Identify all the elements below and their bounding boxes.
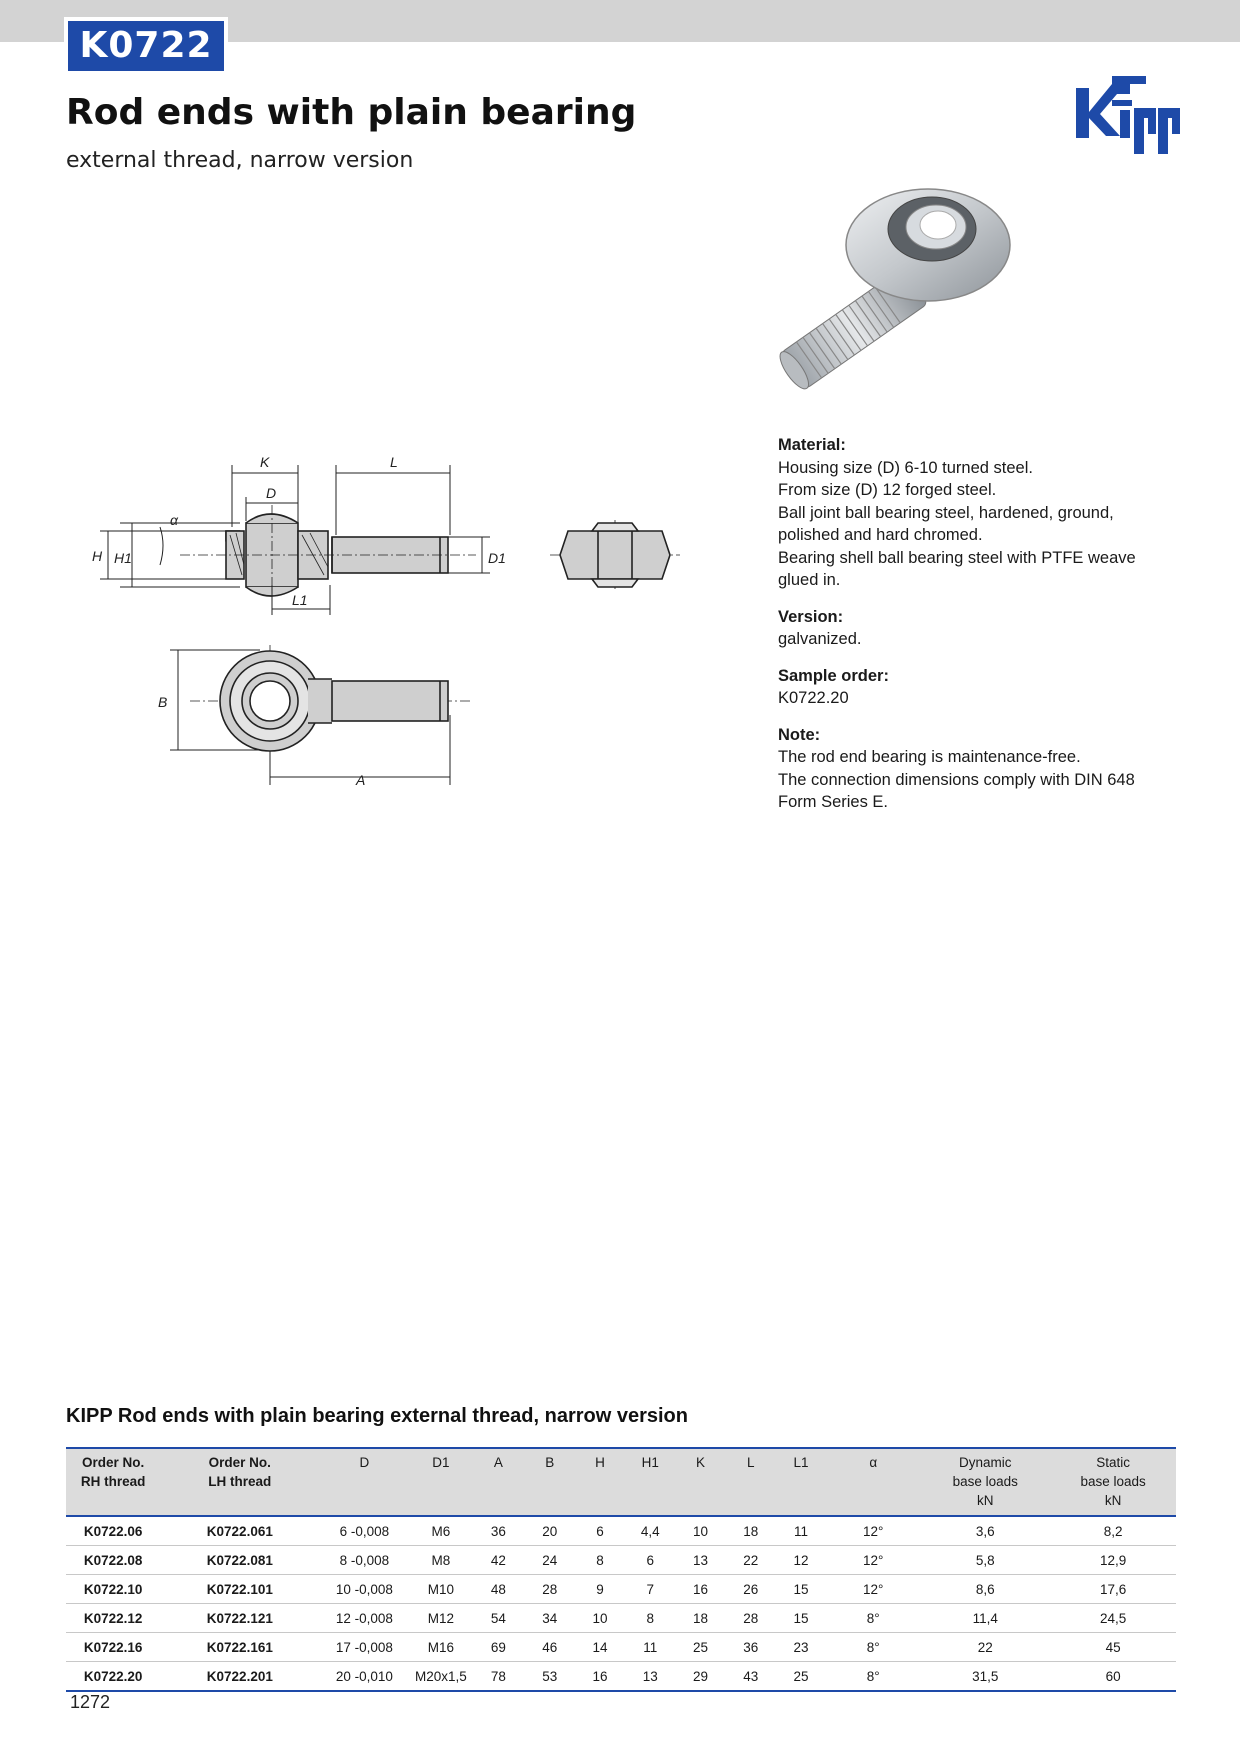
table-cell: 28: [525, 1575, 575, 1604]
column-header: [920, 1448, 1050, 1516]
column-header-line: kN: [977, 1493, 994, 1508]
kipp-logo: [1072, 74, 1188, 158]
dim-label-h1: H1: [114, 550, 132, 566]
note-section: [778, 724, 1168, 814]
table-cell: 12 -0,008: [319, 1604, 409, 1633]
table-cell: 12,9: [1050, 1546, 1176, 1575]
version-heading: Version:: [778, 607, 844, 626]
column-header-line: base loads: [1080, 1474, 1146, 1489]
column-header-line: Order No.: [81, 1455, 145, 1470]
table-cell: 69: [472, 1633, 524, 1662]
table-cell: K0722.16: [66, 1633, 160, 1662]
product-photo: [770, 185, 1030, 400]
table-cell: 53: [525, 1662, 575, 1692]
table-cell: 11,4: [920, 1604, 1050, 1633]
page-title: Rod ends with plain bearing: [66, 92, 637, 133]
column-header-line: LH thread: [208, 1474, 272, 1489]
table-cell: K0722.101: [160, 1575, 319, 1604]
table-cell: 24,5: [1050, 1604, 1176, 1633]
table-cell: K0722.20: [66, 1662, 160, 1692]
column-header: [66, 1448, 160, 1516]
note-heading: Note:: [778, 725, 821, 744]
material-line: From size (D) 12 forged steel.: [778, 481, 997, 499]
table-cell: 36: [472, 1516, 524, 1546]
table-cell: 10: [575, 1604, 625, 1633]
table-cell: 20: [525, 1516, 575, 1546]
page-number: 1272: [70, 1692, 111, 1712]
column-header: [160, 1448, 319, 1516]
table-cell: 25: [675, 1633, 725, 1662]
column-header: [575, 1448, 625, 1516]
column-header: [319, 1448, 409, 1516]
table-cell: K0722.161: [160, 1633, 319, 1662]
column-header-line: L: [746, 1455, 755, 1470]
table-cell: 60: [1050, 1662, 1176, 1692]
table-header-row: [66, 1448, 1176, 1516]
table-cell: 12°: [826, 1516, 920, 1546]
product-code: K0722: [68, 21, 224, 71]
table-cell: K0722.201: [160, 1662, 319, 1692]
column-header: [675, 1448, 725, 1516]
column-header-line: L1: [793, 1455, 809, 1470]
dim-label-l: L: [390, 454, 398, 470]
column-header: [826, 1448, 920, 1516]
column-header-line: A: [493, 1455, 503, 1470]
column-header-line: B: [545, 1455, 555, 1470]
column-header-line: H1: [641, 1455, 659, 1470]
table-cell: 36: [726, 1633, 776, 1662]
table-cell: 24: [525, 1546, 575, 1575]
table-cell: 8°: [826, 1633, 920, 1662]
table-row: [66, 1604, 1176, 1633]
table-cell: K0722.06: [66, 1516, 160, 1546]
table-cell: 10: [675, 1516, 725, 1546]
product-code-box: [64, 17, 228, 75]
note-line: The connection dimensions comply with DIN 648 Form Series E.: [778, 770, 1135, 811]
table-cell: M8: [409, 1546, 472, 1575]
dim-label-l1: L1: [292, 592, 308, 608]
version-section: [778, 606, 1168, 651]
table-cell: 20 -0,010: [319, 1662, 409, 1692]
material-line: Bearing shell ball bearing steel with PTFE weave glued in.: [778, 548, 1136, 589]
table-cell: M12: [409, 1604, 472, 1633]
column-header: [472, 1448, 524, 1516]
table-cell: 8°: [826, 1604, 920, 1633]
table-cell: M10: [409, 1575, 472, 1604]
table-cell: 26: [726, 1575, 776, 1604]
table-row: [66, 1516, 1176, 1546]
column-header: [525, 1448, 575, 1516]
column-header-line: D1: [432, 1455, 450, 1470]
table-cell: 13: [625, 1662, 675, 1692]
table-cell: 34: [525, 1604, 575, 1633]
table-title: KIPP Rod ends with plain bearing external thread, narrow version: [66, 1405, 688, 1427]
dim-label-a: A: [356, 772, 366, 788]
table-cell: K0722.12: [66, 1604, 160, 1633]
version-text: galvanized.: [778, 630, 862, 648]
table-cell: 8°: [826, 1662, 920, 1692]
material-line: Ball joint ball bearing steel, hardened, ground, polished and hard chromed.: [778, 503, 1114, 544]
material-section: [778, 434, 1168, 592]
table-cell: 6 -0,008: [319, 1516, 409, 1546]
column-header: [1050, 1448, 1176, 1516]
table-row: [66, 1546, 1176, 1575]
column-header-line: D: [359, 1455, 370, 1470]
table-cell: 12: [776, 1546, 826, 1575]
table-cell: 54: [472, 1604, 524, 1633]
table-cell: M16: [409, 1633, 472, 1662]
table-cell: M20x1,5: [409, 1662, 472, 1692]
table-cell: 45: [1050, 1633, 1176, 1662]
table-cell: 46: [525, 1633, 575, 1662]
table-cell: 78: [472, 1662, 524, 1692]
table-cell: 22: [920, 1633, 1050, 1662]
table-cell: 5,8: [920, 1546, 1050, 1575]
table-cell: 17,6: [1050, 1575, 1176, 1604]
table-cell: M6: [409, 1516, 472, 1546]
column-header-line: kN: [1104, 1493, 1122, 1508]
table-cell: 43: [726, 1662, 776, 1692]
column-header: [726, 1448, 776, 1516]
table-cell: 8: [575, 1546, 625, 1575]
table-cell: K0722.081: [160, 1546, 319, 1575]
table-cell: 6: [575, 1516, 625, 1546]
column-header-line: Static: [1096, 1455, 1130, 1470]
column-header-line: H: [595, 1455, 605, 1470]
table-cell: 10 -0,008: [319, 1575, 409, 1604]
table-cell: 12°: [826, 1575, 920, 1604]
table-cell: K0722.08: [66, 1546, 160, 1575]
column-header-line: K: [695, 1455, 705, 1470]
table-cell: 4,4: [625, 1516, 675, 1546]
table-cell: 12°: [826, 1546, 920, 1575]
table-cell: 11: [625, 1633, 675, 1662]
table-cell: 9: [575, 1575, 625, 1604]
dim-label-d1: D1: [488, 550, 506, 566]
table-cell: 17 -0,008: [319, 1633, 409, 1662]
table-cell: 6: [625, 1546, 675, 1575]
table-cell: 48: [472, 1575, 524, 1604]
column-header-line: base loads: [952, 1474, 1018, 1489]
table-cell: 16: [675, 1575, 725, 1604]
product-info: [778, 434, 1168, 828]
sample-order-section: [778, 665, 1168, 710]
sample-order-heading: Sample order:: [778, 666, 889, 685]
page-subtitle: external thread, narrow version: [66, 148, 414, 173]
table-cell: 18: [675, 1604, 725, 1633]
table-cell: 13: [675, 1546, 725, 1575]
table-cell: 25: [776, 1662, 826, 1692]
table-cell: 8: [625, 1604, 675, 1633]
table-row: [66, 1575, 1176, 1604]
table-cell: 11: [776, 1516, 826, 1546]
material-line: Housing size (D) 6-10 turned steel.: [778, 458, 1033, 477]
technical-drawing: [80, 445, 720, 810]
material-heading: Material:: [778, 436, 846, 454]
table-cell: 15: [776, 1604, 826, 1633]
table-cell: K0722.121: [160, 1604, 319, 1633]
table-row: [66, 1633, 1176, 1662]
dim-label-alpha: α: [170, 512, 178, 528]
table-cell: 31,5: [920, 1662, 1050, 1692]
dim-label-b: B: [158, 694, 168, 710]
table-cell: 18: [726, 1516, 776, 1546]
table-cell: 42: [472, 1546, 524, 1575]
table-cell: 23: [776, 1633, 826, 1662]
sample-order-text: K0722.20: [778, 689, 849, 707]
table-cell: 28: [726, 1604, 776, 1633]
column-header-line: Order No.: [208, 1455, 271, 1470]
column-header-line: α: [869, 1455, 878, 1470]
column-header-line: RH thread: [80, 1474, 146, 1489]
table-cell: K0722.061: [160, 1516, 319, 1546]
dim-label-k: K: [260, 454, 270, 470]
table-cell: 14: [575, 1633, 625, 1662]
table-cell: K0722.10: [66, 1575, 160, 1604]
table-cell: 22: [726, 1546, 776, 1575]
table-cell: 29: [675, 1662, 725, 1692]
table-cell: 8,6: [920, 1575, 1050, 1604]
table-cell: 15: [776, 1575, 826, 1604]
column-header: [776, 1448, 826, 1516]
table-row: [66, 1662, 1176, 1692]
column-header: [409, 1448, 472, 1516]
spec-table: [66, 1447, 1176, 1692]
table-cell: 3,6: [920, 1516, 1050, 1546]
dim-label-d: D: [266, 485, 277, 501]
column-header: [625, 1448, 675, 1516]
table-cell: 8,2: [1050, 1516, 1176, 1546]
table-cell: 7: [625, 1575, 675, 1604]
table-cell: 8 -0,008: [319, 1546, 409, 1575]
column-header-line: Dynamic: [959, 1455, 1012, 1470]
note-line: The rod end bearing is maintenance-free.: [778, 748, 1081, 766]
table-body: [66, 1516, 1176, 1691]
table-cell: 16: [575, 1662, 625, 1692]
dim-label-h: H: [92, 548, 103, 564]
